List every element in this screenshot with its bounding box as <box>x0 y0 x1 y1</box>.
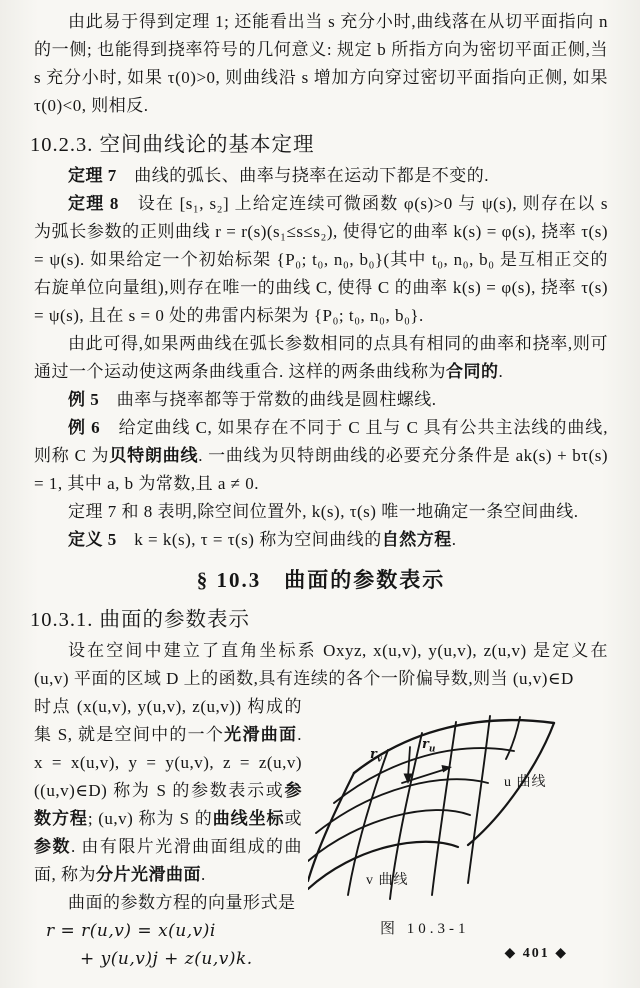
u-curve-top-edge <box>354 720 554 773</box>
example-6: 例 6 给定曲线 C, 如果存在不同于 C 且与 C 具有公共主法线的曲线,则称 C 为贝特朗曲线. 一曲线为贝特朗曲线的必要充分条件是 ak(s) + bτ(s) = 1, 其中 a, b 为常数,且 a ≠ 0. <box>34 418 609 493</box>
text-figure-wrap <box>34 693 608 973</box>
figure-caption: 图 10.3-1 <box>380 921 470 937</box>
example-5: 例 5 曲率与挠率都等于常数的曲线是圆柱螺线. <box>68 390 437 409</box>
v-curve-5 <box>468 716 490 883</box>
vector-formula-line-2: + y(u,v)j + z(u,v)k. <box>80 949 253 969</box>
figure-10-3-1 <box>308 695 608 947</box>
paragraph-torsion-sign: 由此易于得到定理 1; 还能看出当 s 充分小时,曲线落在从切平面指向 n 的一侧; 也能得到挠率符号的几何意义: 规定 b 所指方向为密切平面正侧,当 s 充分小时, 如果 τ(0)>0, 则曲线沿 s 增加方向穿过密切平面指向正侧, 如果 τ(0)<0, 则相反. <box>34 12 608 115</box>
v-curve-4 <box>432 722 456 895</box>
rv-vector-label: $r_v$ <box>370 747 383 765</box>
chapter-heading-10-3: § 10.3 曲面的参数表示 <box>196 568 446 592</box>
section-heading-10-3-1: 10.3.1. 曲面的参数表示 <box>30 609 250 631</box>
vector-formula-line-1: r = r(u,v) = x(u,v)i <box>46 921 216 941</box>
theorem-7: 定理 7 曲线的弧长、曲率与挠率在运动下都是不变的. <box>68 166 489 185</box>
v-curve-left-edge <box>308 773 354 881</box>
v-curve-label: v 曲线 <box>366 873 409 888</box>
rv-arrow-shaft <box>408 747 410 777</box>
formula-intro: 曲面的参数方程的向量形式是 <box>68 893 296 912</box>
section-heading-10-2-3: 10.2.3. 空间曲线论的基本定理 <box>30 134 315 156</box>
paragraph-natural-determination: 定理 7 和 8 表明,除空间位置外, k(s), τ(s) 唯一地确定一条空间曲线. <box>68 502 579 521</box>
paragraph-surface-intro: 设在空间中建立了直角坐标系 Oxyz, x(u,v), y(u,v), z(u,v) 是定义在 (u,v) 平面的区域 D 上的函数,具有连续的各个一阶偏导数,则当 (u,v)∈D <box>34 641 608 688</box>
ru-vector-label: $r_u$ <box>422 737 436 755</box>
u-curve-label: u 曲线 <box>504 775 547 790</box>
surface-grid-illustration <box>308 695 608 913</box>
page-content <box>30 8 609 973</box>
paragraph-surface-wrap: 时点 (x(u,v), y(u,v), z(u,v)) 构成的集 S, 就是空间中的一个光滑曲面. x = x(u,v), y = y(u,v), z = z(u,v)((u,v)∈D) 称为 S 的参数表示或参数方程; (u,v) 称为 S 的曲线坐标或参数. 由有限片光滑曲面组成的曲面, 称为分片光滑曲面. <box>34 697 303 884</box>
v-curve-6-stub <box>506 717 520 759</box>
definition-5: 定义 5 k = k(s), τ = τ(s) 称为空间曲线的自然方程. <box>68 530 457 549</box>
paragraph-congruent-curves: 由此可得,如果两曲线在弧长参数相同的点具有相同的曲率和挠率,则可通过一个运动使这两条曲线重合. 这样的两条曲线称为合同的. <box>34 334 608 381</box>
page-number: ◆ 401 ◆ <box>504 946 568 961</box>
theorem-8: 定理 8 设在 [s₁, s₂] 上给定连续可微函数 φ(s)>0 与 ψ(s), 则存在以 s 为弧长参数的正则曲线 r = r(s)(s₁≤s≤s₂), 使得它的曲率 k(s) = φ(s), 挠率 τ(s) = ψ(s). 如果给定一个初始标架 {P₀; t₀, n₀, b₀}(其中 t₀, n₀, b₀ 是互相正交的右旋单位向量组),则存在唯一的曲线 C, 使得 C 的曲率 k(s) = φ(s), 挠率 τ(s) = ψ(s), 且在 s = 0 处的弗雷内标架为 {P₀; t₀, n₀, b₀}. <box>34 194 608 325</box>
